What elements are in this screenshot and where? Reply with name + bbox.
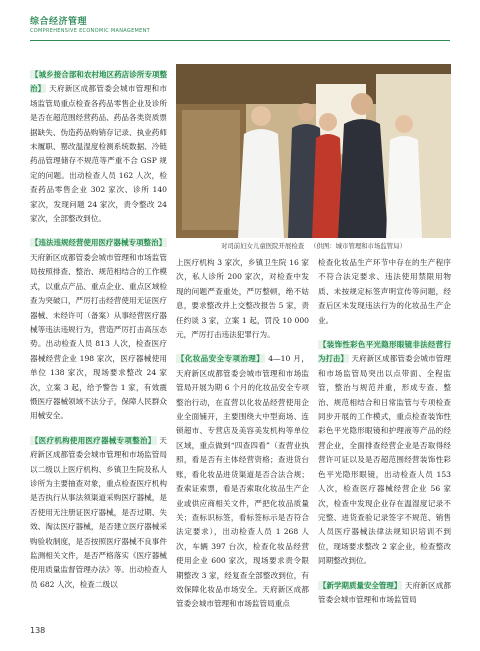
paragraph-text: 天府新区成都管委会城市管理和市场监管局: [318, 580, 451, 604]
paragraph: [176, 352, 309, 611]
paragraph-text: 4—10 月，天府新区成都管委会城市管理和市场监管局开展为期 6 个月的化妆品安全专项整治行动，在直营以化妆品经营使用企业全面铺开，主要围绕大中型商场、连锁超市、专营店及美容美发机构等单位区域，重点做到“四查四看”（查营业执照，看是否有主体经营资格；查进货台账，看化妆品进货渠道是否合法合规；查索证索票，看是否索取化妆品生产企业或供应商相关文件，严把化妆品质量关；查标识标签，看标签标示是否符合法定要求），出动检查人员 1 268 人次，车辆 397 台次，检查化妆品经营使用企业 600 家次，现场要求责令限期整改 3 家，经复查全部整改到位，有效保障化妆品市场安全。天府新区成都管委会城市管理和市场监管局重点: [176, 354, 309, 609]
photo-illustration: [176, 64, 451, 238]
section-tag: 【装饰性彩色平光隐形眼镜非法经营行为打击】: [318, 340, 451, 364]
section-header: [30, 14, 150, 34]
paragraph: [318, 338, 451, 569]
section-title: 综合经济管理: [30, 17, 88, 27]
inspection-photo: [176, 64, 451, 238]
paragraph-text: 天府新区成都管委会城市管理和市场监管局重点检查各药品零售企业及诊所是否在超范围经营药品、药品各类资质票据缺失、伪造药品购销存记录、执业药师未履职、罂改温湿度检测系统数据、冷链药品管理储存不规范等严重不合 GSP 规定的问题。出动检查人员 162 人次，检查药品零售企业 302 家次、诊所 140 家次，发现问题 24 家次，责令整改 24 家次，全部整改到位。: [30, 84, 167, 224]
caption-text: 对司前妇女儿童医院开展检查: [221, 242, 305, 250]
column-2: [176, 256, 309, 612]
column-3: [318, 256, 451, 607]
header-rule: [30, 40, 450, 41]
paragraph: [30, 236, 167, 423]
section-subtitle: COMPREHENSIVE ECONOMIC MANAGEMENT: [30, 28, 151, 34]
photo-caption: [176, 241, 451, 250]
section-tag: 【新学期质量安全管理】: [319, 580, 402, 590]
section-tag: 【违法违规经营使用医疗器械专项整治】: [31, 238, 166, 248]
paragraph: [30, 68, 167, 226]
section-tag: 【化妆品安全专项治理】: [177, 354, 265, 364]
paragraph: 检查化妆品生产环节中存在的生产程序不符合法定要求、违法使用禁限用物质、未按规定标签声明宣传等问题，经查后区未发现违法行为的化妆品生产企业。: [318, 258, 451, 325]
section-tag: 【城乡接合部和农村地区药店诊所专项整治】: [30, 70, 167, 94]
paragraph-text: 天府新区成都管委会城市管理和市场监管局按照排查、整治、规范相结合的工作模式，以重点产品、重点企业、重点区域检查为突破口，严厉打击经营使用无证医疗器械、未经许可（备案）从事经营医疗器械等违法违规行为，营造严厉打击高压态势。出动检查人员 813 人次，检查医疗器械经营企业 198 家次，医疗器械使用单位 138 家次，现场要求整改 24 家次，立案 3 起，给予警告 1 家，有效震慑医疗器械领域不法分子，保障人民群众用械安全。: [30, 252, 167, 421]
paragraph: [318, 579, 451, 608]
caption-credit: （供图：城市管理和市场监管局）: [310, 242, 406, 250]
paragraph: 上医疗机构 3 家次，乡镇卫生院 16 家次，私人诊所 200 家次，对检查中发现的问题严查重处，严厉整顿，绝不姑息，要求整改并上交整改报告 5 家，责任约谈 3 家，立案 1 起，罚没 10 000 元，严厉打击违法犯罪行为。: [176, 258, 309, 340]
column-1: [30, 68, 167, 592]
section-tag: 【医疗机构使用医疗器械专项整治】: [31, 435, 156, 445]
paragraph: [30, 434, 167, 592]
paragraph-text: 天府新区成都管委会城市管理和市场监管局突出以点带面、全程监管，整治与规范并重，形成专查、整治、规范相结合和日常监管与专项检查同步开展的工作模式，重点检查装饰性彩色平光隐形眼镜和护理液等产品的经营企业，全面排查经营企业是否取得经营许可证以及是否超范围经营装饰性彩色平光隐形眼镜，出动检查人员 153 人次，检查医疗器械经营企业 56 家次，检查中发现企业存在温湿度记录不完整、进货查验记录签字不规范、销售人员医疗器械法律法规知识培训不到位，现场要求整改 2 家企业，检查整改同期整改到位。: [318, 354, 451, 566]
paragraph-text: 天府新区成都管委会城市管理和市场监管局以二级以上医疗机构、乡镇卫生院及私人诊所为主要抽查对象，重点检查医疗机构是否执行从事法须渠道采购医疗器械，是否使用无注册证医疗器械，是否过期、失效、淘汰医疗器械，是否建立医疗器械采购验收制度，是否按照医疗器械不良事件监测相关文件，是否严格落实《医疗器械使用质量监督管理办法》等。出动检查人员 682 人次，检查二级以: [30, 435, 167, 589]
page-number: 138: [30, 626, 46, 635]
